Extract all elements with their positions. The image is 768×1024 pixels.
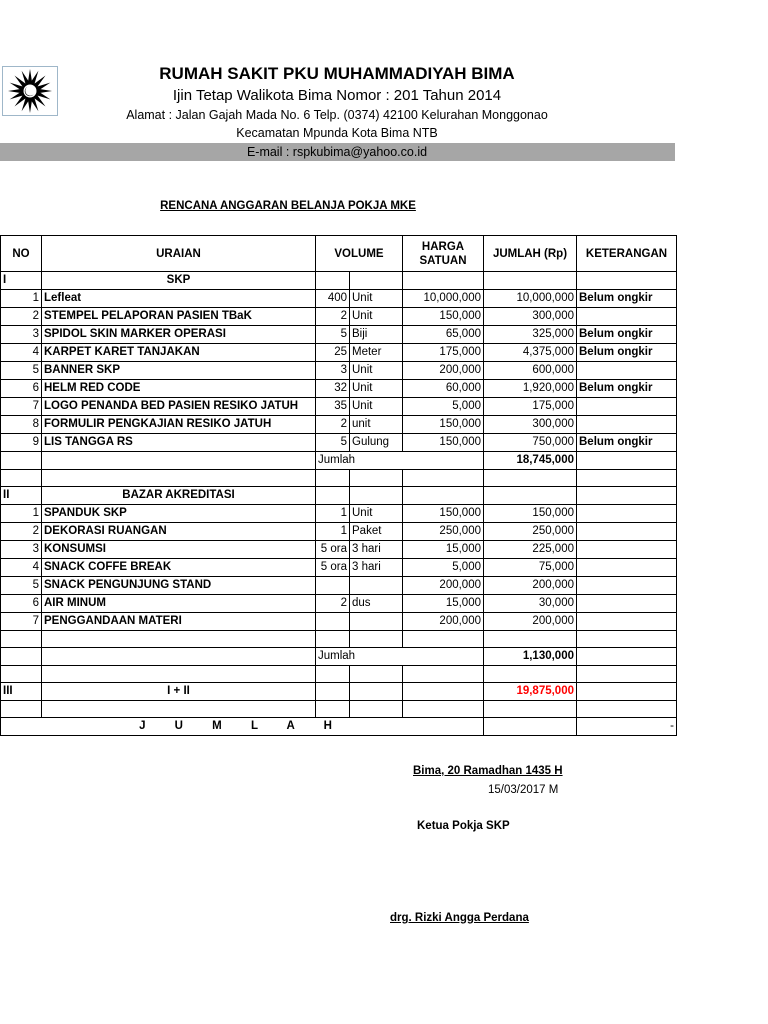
section-row-skp <box>1 272 677 290</box>
item-no: 6 <box>1 595 42 613</box>
item-unit: 3 hari <box>350 559 403 577</box>
header-jumlah: JUMLAH (Rp) <box>484 236 577 272</box>
item-no: 1 <box>1 290 42 308</box>
item-amount: 750,000 <box>484 434 577 452</box>
item-quantity: 25 <box>316 344 350 362</box>
item-unit-price: 200,000 <box>403 577 484 595</box>
item-unit: Gulung <box>350 434 403 452</box>
item-amount: 225,000 <box>484 541 577 559</box>
item-quantity: 1 <box>316 523 350 541</box>
hospital-district: Kecamatan Mpunda Kota Bima NTB <box>236 126 438 140</box>
item-note: Belum ongkir <box>577 380 677 398</box>
item-unit-price: 65,000 <box>403 326 484 344</box>
item-quantity <box>316 613 350 631</box>
item-amount: 150,000 <box>484 505 577 523</box>
item-description: SNACK COFFE BREAK <box>42 559 316 577</box>
item-unit-price: 150,000 <box>403 308 484 326</box>
item-no: 5 <box>1 577 42 595</box>
item-description: FORMULIR PENGKAJIAN RESIKO JATUH <box>42 416 316 434</box>
item-unit: Unit <box>350 380 403 398</box>
section-title: SKP <box>42 272 316 290</box>
item-no: 4 <box>1 344 42 362</box>
item-quantity: 5 ora <box>316 559 350 577</box>
item-description: BANNER SKP <box>42 362 316 380</box>
item-quantity: 2 <box>316 308 350 326</box>
item-no: 9 <box>1 434 42 452</box>
item-no: 5 <box>1 362 42 380</box>
item-unit: Unit <box>350 398 403 416</box>
subtotal-value: 18,745,000 <box>484 452 577 470</box>
item-amount: 10,000,000 <box>484 290 577 308</box>
item-unit-price: 200,000 <box>403 362 484 380</box>
item-description: AIR MINUM <box>42 595 316 613</box>
item-amount: 175,000 <box>484 398 577 416</box>
combined-total-value: 19,875,000 <box>484 683 577 701</box>
item-note: Belum ongkir <box>577 434 677 452</box>
header-no: NO <box>1 236 42 272</box>
item-note: Belum ongkir <box>577 290 677 308</box>
item-description: KARPET KARET TANJAKAN <box>42 344 316 362</box>
item-unit: Unit <box>350 362 403 380</box>
empty-row <box>1 666 677 683</box>
item-quantity: 400 <box>316 290 350 308</box>
signature-place-date: Bima, 20 Ramadhan 1435 H <box>413 765 563 777</box>
item-note <box>577 541 677 559</box>
table-row <box>1 398 677 416</box>
table-row <box>1 523 677 541</box>
grand-total-value: - <box>577 718 677 736</box>
item-unit: dus <box>350 595 403 613</box>
section-numeral: III <box>1 683 42 701</box>
item-amount: 300,000 <box>484 416 577 434</box>
item-unit-price: 60,000 <box>403 380 484 398</box>
item-unit: 3 hari <box>350 541 403 559</box>
combined-label: I + II <box>42 683 316 701</box>
item-amount: 250,000 <box>484 523 577 541</box>
hospital-email: E-mail : rspkubima@yahoo.co.id <box>246 145 428 159</box>
item-note: Belum ongkir <box>577 344 677 362</box>
item-note <box>577 595 677 613</box>
table-header-row <box>1 236 677 272</box>
item-amount: 4,375,000 <box>484 344 577 362</box>
item-unit-price: 5,000 <box>403 559 484 577</box>
item-note <box>577 559 677 577</box>
table-row <box>1 541 677 559</box>
section-numeral: I <box>1 272 42 290</box>
item-unit-price: 15,000 <box>403 595 484 613</box>
item-description: SNACK PENGUNJUNG STAND <box>42 577 316 595</box>
hospital-name: RUMAH SAKIT PKU MUHAMMADIYAH BIMA <box>159 64 515 83</box>
subtotal-label: Jumlah <box>316 648 484 666</box>
item-description: LOGO PENANDA BED PASIEN RESIKO JATUH <box>42 398 316 416</box>
empty-row <box>1 470 677 487</box>
item-unit: Paket <box>350 523 403 541</box>
item-no: 2 <box>1 308 42 326</box>
item-quantity: 5 ora <box>316 541 350 559</box>
item-unit-price: 200,000 <box>403 613 484 631</box>
hospital-address: Alamat : Jalan Gajah Mada No. 6 Telp. (0374) 42100 Kelurahan Monggonao <box>126 108 548 122</box>
item-note <box>577 613 677 631</box>
table-row <box>1 362 677 380</box>
item-description: KONSUMSI <box>42 541 316 559</box>
item-unit-price: 250,000 <box>403 523 484 541</box>
item-note: Belum ongkir <box>577 326 677 344</box>
item-amount: 325,000 <box>484 326 577 344</box>
item-unit-price: 5,000 <box>403 398 484 416</box>
table-row <box>1 613 677 631</box>
table-row <box>1 505 677 523</box>
item-amount: 1,920,000 <box>484 380 577 398</box>
hospital-permit: Ijin Tetap Walikota Bima Nomor : 201 Tahun 2014 <box>172 87 502 104</box>
subtotal-value: 1,130,000 <box>484 648 577 666</box>
table-row <box>1 290 677 308</box>
item-unit <box>350 613 403 631</box>
item-unit: Meter <box>350 344 403 362</box>
section-numeral: II <box>1 487 42 505</box>
table-row <box>1 577 677 595</box>
item-unit-price: 10,000,000 <box>403 290 484 308</box>
item-note <box>577 505 677 523</box>
signature-date: 15/03/2017 M <box>488 784 559 796</box>
item-unit-price: 150,000 <box>403 416 484 434</box>
signature-role: Ketua Pokja SKP <box>417 820 510 832</box>
item-amount: 600,000 <box>484 362 577 380</box>
table-row <box>1 344 677 362</box>
item-amount: 30,000 <box>484 595 577 613</box>
header-harga: HARGA SATUAN <box>403 236 484 272</box>
item-description: SPANDUK SKP <box>42 505 316 523</box>
item-unit: Unit <box>350 505 403 523</box>
item-amount: 200,000 <box>484 613 577 631</box>
table-row <box>1 559 677 577</box>
item-quantity: 5 <box>316 326 350 344</box>
item-no: 3 <box>1 541 42 559</box>
item-note <box>577 416 677 434</box>
signature-name: drg. Rizki Angga Perdana <box>390 912 529 924</box>
item-quantity: 5 <box>316 434 350 452</box>
item-description: Lefleat <box>42 290 316 308</box>
grand-total-row <box>1 718 677 736</box>
table-row <box>1 434 677 452</box>
item-no: 1 <box>1 505 42 523</box>
item-description: HELM RED CODE <box>42 380 316 398</box>
item-unit-price: 150,000 <box>403 505 484 523</box>
header-volume: VOLUME <box>316 236 403 272</box>
item-unit: Unit <box>350 308 403 326</box>
item-no: 4 <box>1 559 42 577</box>
table-row <box>1 326 677 344</box>
item-amount: 200,000 <box>484 577 577 595</box>
total-row-combined <box>1 683 677 701</box>
empty-row <box>1 631 677 648</box>
item-no: 2 <box>1 523 42 541</box>
item-no: 8 <box>1 416 42 434</box>
item-note <box>577 398 677 416</box>
subtotal-label: Jumlah <box>316 452 484 470</box>
item-quantity: 3 <box>316 362 350 380</box>
item-unit-price: 15,000 <box>403 541 484 559</box>
item-unit: unit <box>350 416 403 434</box>
table-row <box>1 416 677 434</box>
empty-row <box>1 701 677 718</box>
item-description: LIS TANGGA RS <box>42 434 316 452</box>
item-note <box>577 362 677 380</box>
document-title: RENCANA ANGGARAN BELANJA POKJA MKE <box>160 200 416 212</box>
subtotal-row-skp <box>1 452 677 470</box>
item-quantity <box>316 577 350 595</box>
item-quantity: 32 <box>316 380 350 398</box>
item-quantity: 35 <box>316 398 350 416</box>
section-title: BAZAR AKREDITASI <box>42 487 316 505</box>
table-row <box>1 380 677 398</box>
item-description: SPIDOL SKIN MARKER OPERASI <box>42 326 316 344</box>
grand-total-label: J U M L A H <box>1 718 484 736</box>
header-keterangan: KETERANGAN <box>577 236 677 272</box>
item-unit-price: 175,000 <box>403 344 484 362</box>
item-note <box>577 523 677 541</box>
item-description: PENGGANDAAN MATERI <box>42 613 316 631</box>
item-no: 3 <box>1 326 42 344</box>
item-amount: 300,000 <box>484 308 577 326</box>
item-quantity: 1 <box>316 505 350 523</box>
item-unit-price: 150,000 <box>403 434 484 452</box>
item-unit: Biji <box>350 326 403 344</box>
subtotal-row-bazar <box>1 648 677 666</box>
table-row <box>1 595 677 613</box>
item-no: 7 <box>1 613 42 631</box>
item-note <box>577 308 677 326</box>
item-quantity: 2 <box>316 416 350 434</box>
item-unit: Unit <box>350 290 403 308</box>
item-quantity: 2 <box>316 595 350 613</box>
table-row <box>1 308 677 326</box>
item-no: 7 <box>1 398 42 416</box>
item-unit <box>350 577 403 595</box>
item-amount: 75,000 <box>484 559 577 577</box>
item-no: 6 <box>1 380 42 398</box>
section-row-bazar <box>1 487 677 505</box>
item-description: DEKORASI RUANGAN <box>42 523 316 541</box>
header-uraian: URAIAN <box>42 236 316 272</box>
item-note <box>577 577 677 595</box>
budget-table <box>0 235 677 736</box>
item-description: STEMPEL PELAPORAN PASIEN TBaK <box>42 308 316 326</box>
